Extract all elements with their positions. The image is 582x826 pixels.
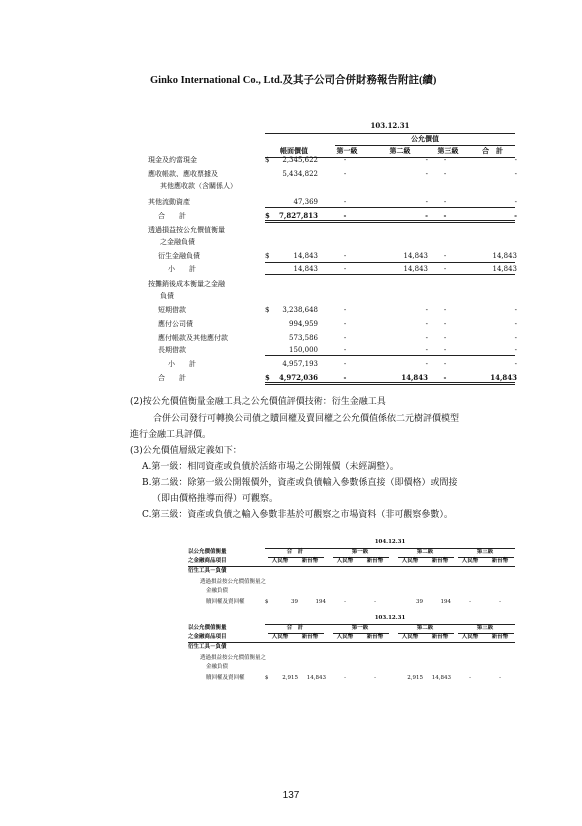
total-value: - (514, 170, 517, 178)
cell-value: 14,843 (431, 675, 451, 681)
currency-symbol: $ (265, 252, 270, 260)
cell-value: 2,915 (282, 675, 298, 681)
section-2-body-1: 合併公司發行可轉換公司債之贖回權及賣回權之公允價值係依二元樹評價模型 (153, 414, 460, 424)
ntd-header: 新台幣 (431, 634, 449, 640)
cell-value: - (374, 599, 376, 605)
row-label: 其他流動資產 (148, 198, 190, 206)
total-value: - (514, 156, 517, 164)
level-3-value: - (443, 265, 447, 273)
section-3-title: (3)公允價值層級定義如下： (130, 446, 242, 456)
carrying-value: 14,843 (293, 252, 318, 260)
level-1-value: - (343, 198, 347, 206)
rmb-header: 人民幣 (336, 634, 354, 640)
row-label: 負債 (160, 292, 174, 300)
carrying-value: 4,972,036 (279, 373, 318, 382)
level-2-value: - (425, 334, 428, 342)
cell-value: 194 (440, 599, 451, 605)
column-header: 第二級 (389, 146, 411, 155)
rmb-header: 人民幣 (336, 558, 354, 564)
total-value: - (514, 320, 517, 328)
cell-value: - (344, 599, 346, 605)
ntd-header: 新台幣 (366, 634, 384, 640)
rmb-header: 人民幣 (401, 558, 419, 564)
total-value: - (514, 334, 517, 342)
row-label: 衍生金融負債 (158, 252, 200, 260)
currency-symbol: $ (265, 373, 270, 382)
column-header: 第三級 (437, 146, 459, 155)
table-date: 103.12.31 (374, 615, 406, 621)
item-label-3: 贖回權及賣回權 (206, 675, 245, 681)
level-2-value: - (425, 170, 428, 178)
row-label: 之金融負債 (160, 238, 195, 246)
cell-value: - (499, 675, 501, 681)
level-2-value: 14,843 (403, 265, 428, 273)
rule-line (265, 274, 515, 275)
level-3-value: - (443, 156, 447, 164)
row-label: 現金及約當現金 (148, 156, 197, 164)
row-label: 長期借款 (158, 346, 186, 354)
level-1-value: - (343, 373, 347, 382)
total-value: - (514, 211, 517, 220)
cell-value: 14,843 (306, 675, 326, 681)
level-2-value: - (425, 306, 428, 314)
row-label: 合 計 (158, 212, 186, 220)
ntd-header: 新台幣 (491, 634, 509, 640)
level-2-value: - (425, 198, 428, 206)
level-3-value: - (443, 198, 447, 206)
ntd-header: 新台幣 (491, 558, 509, 564)
level-1-value: - (343, 334, 347, 342)
total-value: - (514, 198, 517, 206)
item-label-2: 金融負債 (206, 588, 229, 594)
level-3-value: - (443, 306, 447, 314)
carrying-value: 7,827,813 (279, 211, 318, 220)
header-left-2: 之金融商品項目 (188, 558, 227, 564)
table-date: 104.12.31 (374, 539, 406, 545)
level-3-value: - (443, 170, 447, 178)
column-header: 帳面價值 (280, 146, 308, 155)
level-2-value: - (425, 320, 428, 328)
level-3-value: - (443, 360, 447, 368)
level-2-definition-1: B.第二級：除第一級公開報價外，資產或負債輸入參數係直接（即價格）或間接 (142, 478, 458, 488)
level-2-value: 14,843 (401, 373, 428, 382)
rule-line (265, 262, 515, 263)
item-label-3: 贖回權及賣回權 (206, 599, 245, 605)
section-label: 衍生工具－負債 (188, 568, 227, 574)
currency-symbol: $ (265, 211, 270, 220)
carrying-value: 994,959 (289, 320, 318, 328)
level-1-value: - (343, 156, 347, 164)
table-date: 103.12.31 (370, 121, 410, 130)
row-label: 小 計 (168, 265, 196, 273)
cell-value: 194 (315, 599, 326, 605)
item-label-1: 透過損益按公允價值衡量之 (200, 579, 267, 585)
level-1-value: - (343, 211, 347, 220)
level-1-value: - (343, 346, 347, 354)
level-1-value: - (343, 320, 347, 328)
page-number: 137 (282, 790, 300, 801)
item-label-2: 金融負債 (206, 664, 229, 670)
total-value: - (514, 360, 517, 368)
rule-line (188, 566, 515, 567)
cell-value: - (469, 675, 471, 681)
column-header: 第一級 (336, 146, 358, 155)
row-label: 短期借款 (158, 306, 186, 314)
cell-value: 39 (291, 599, 298, 605)
column-header: 合 計 (482, 146, 503, 155)
level-1-value: - (343, 360, 347, 368)
carrying-value: 14,843 (293, 265, 318, 273)
fair-value-header: 公允價值 (411, 134, 439, 143)
cell-value: - (374, 675, 376, 681)
level-1-value: - (343, 170, 347, 178)
rule-line (265, 382, 515, 385)
level-group-header: 合 計 (286, 625, 304, 631)
page-title: Ginko International Co., Ltd.及其子公司合併財務報告附註(續) (150, 75, 437, 86)
rule-line (265, 220, 515, 223)
row-label: 應付公司債 (158, 320, 193, 328)
level-group-header: 第一級 (351, 549, 369, 555)
currency-symbol: $ (265, 156, 270, 164)
carrying-value: 573,586 (289, 334, 318, 342)
cell-value: 39 (416, 599, 423, 605)
rule-line (265, 355, 515, 356)
total-value: - (514, 306, 517, 314)
carrying-value: 5,434,822 (282, 170, 318, 178)
row-label: 透過損益按公允價值衡量 (148, 226, 225, 234)
ntd-header: 新台幣 (431, 558, 449, 564)
rmb-header: 人民幣 (271, 558, 289, 564)
carrying-value: 3,238,648 (282, 306, 318, 314)
header-left-1: 以公允價值衡量 (188, 625, 227, 631)
level-group-header: 第三級 (476, 549, 494, 555)
cell-value: - (499, 599, 501, 605)
cell-value: 2,915 (407, 675, 423, 681)
level-2-value: - (425, 156, 428, 164)
rule-line (188, 642, 515, 643)
level-group-header: 第二級 (416, 549, 434, 555)
currency-symbol: $ (265, 675, 269, 681)
level-2-value: - (425, 211, 428, 220)
item-label-1: 透過損益按公允價值衡量之 (200, 655, 267, 661)
total-value: - (514, 346, 517, 354)
ntd-header: 新台幣 (301, 634, 319, 640)
level-2-value: 14,843 (403, 252, 428, 260)
level-group-header: 第一級 (351, 625, 369, 631)
row-label: 其他應收款（含關係人） (160, 182, 237, 190)
level-1-value: - (343, 306, 347, 314)
level-1-definition: A.第一級：相同資產或負債於活絡市場之公開報價（未經調整）。 (142, 462, 399, 472)
row-label: 應付帳款及其他應付款 (158, 334, 228, 342)
carrying-value: 2,345,622 (282, 156, 318, 164)
rule-line (265, 207, 515, 208)
level-group-header: 合 計 (286, 549, 304, 555)
rmb-header: 人民幣 (271, 634, 289, 640)
level-group-header: 第二級 (416, 625, 434, 631)
level-3-value: - (443, 320, 447, 328)
total-value: 14,843 (492, 265, 517, 273)
ntd-header: 新台幣 (301, 558, 319, 564)
rmb-header: 人民幣 (461, 634, 479, 640)
level-group-header: 第三級 (476, 625, 494, 631)
rmb-header: 人民幣 (461, 558, 479, 564)
total-value: 14,843 (492, 252, 517, 260)
level-2-definition-2: （即由價格推導而得）可觀察。 (152, 494, 279, 504)
carrying-value: 4,957,193 (282, 360, 318, 368)
cell-value: - (344, 675, 346, 681)
level-3-value: - (443, 334, 447, 342)
level-3-value: - (443, 252, 447, 260)
row-label: 按攤銷後成本衡量之金融 (148, 280, 225, 288)
header-left-2: 之金融商品項目 (188, 634, 227, 640)
level-3-value: - (443, 373, 447, 382)
currency-symbol: $ (265, 306, 270, 314)
total-value: 14,843 (490, 373, 517, 382)
section-2-title: (2)按公允價值衡量金融工具之公允價值評價技術：衍生金融工具 (130, 397, 386, 407)
level-2-value: - (425, 360, 428, 368)
row-label: 應收帳款、應收票據及 (148, 170, 218, 178)
header-left-1: 以公允價值衡量 (188, 549, 227, 555)
level-3-definition: C.第三級：資產或負債之輸入參數非基於可觀察之市場資料（非可觀察參數）。 (142, 510, 453, 520)
section-2-body-2: 進行金融工具評價。 (130, 430, 212, 440)
row-label: 合 計 (158, 374, 186, 382)
currency-symbol: $ (265, 599, 269, 605)
level-1-value: - (343, 265, 347, 273)
level-2-value: - (425, 346, 428, 354)
level-3-value: - (443, 346, 447, 354)
ntd-header: 新台幣 (366, 558, 384, 564)
cell-value: - (469, 599, 471, 605)
level-3-value: - (443, 211, 447, 220)
carrying-value: 150,000 (289, 346, 318, 354)
section-label: 衍生工具－負債 (188, 644, 227, 650)
row-label: 小 計 (168, 360, 196, 368)
carrying-value: 47,369 (293, 198, 318, 206)
rmb-header: 人民幣 (401, 634, 419, 640)
level-1-value: - (343, 252, 347, 260)
